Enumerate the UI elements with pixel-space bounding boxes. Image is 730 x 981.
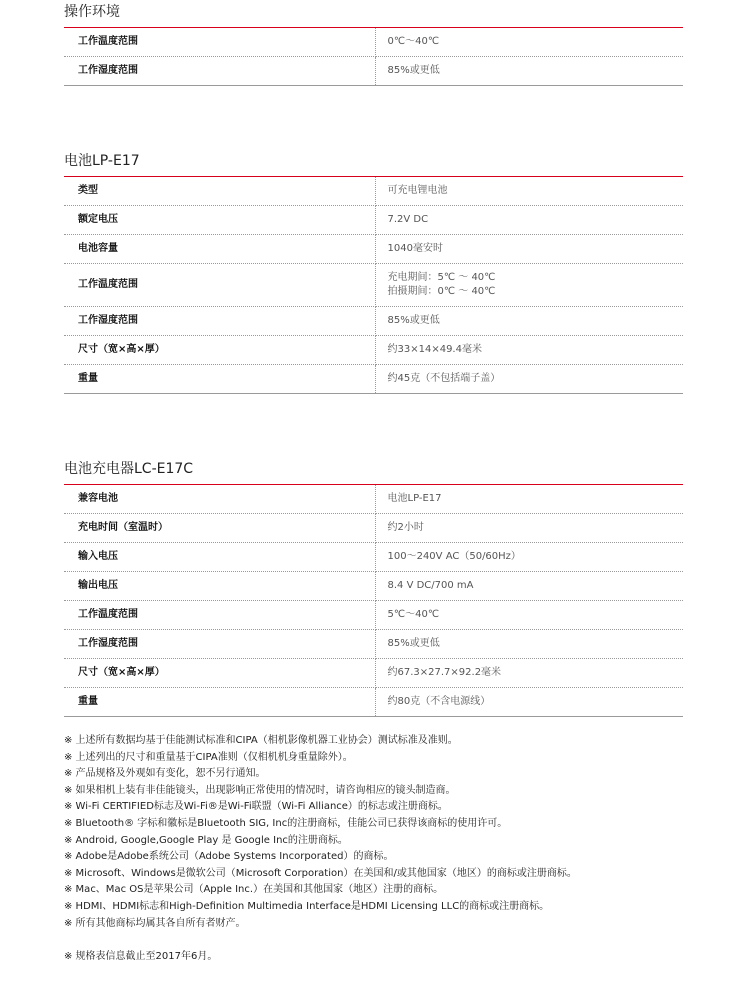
spec-value [375,572,683,601]
spec-value-line: 85%或更低 [387,315,440,326]
footnote: ※ HDMI、HDMI标志和High-Definition Multimedia Interface是HDMI Licensing LLC的商标或注册商标。 [64,900,550,912]
footnote: ※ 产品规格及外观如有变化，恕不另行通知。 [64,768,266,780]
spec-value [375,659,683,688]
spec-value [375,601,683,630]
spec-value-line: 1040毫安时 [387,243,443,254]
table-row [64,177,683,206]
spec-date-note: ※ 规格表信息截止至2017年6月。 [64,951,218,962]
spec-value [375,177,683,206]
table-row [64,485,683,514]
table-row [64,206,683,235]
footnotes [64,733,704,932]
spec-label: 重量 [64,688,375,717]
table-row [64,264,683,307]
table-row [64,572,683,601]
spec-value [375,307,683,336]
spec-value-line: 85%或更低 [387,638,440,649]
table-row [64,659,683,688]
spec-value [375,485,683,514]
spec-value [375,365,683,394]
spec-value [375,514,683,543]
spec-value-line: 电池LP-E17 [387,493,442,504]
spec-table [64,484,683,717]
table-row [64,601,683,630]
section-title: 操作环境 [64,4,120,20]
footnote: ※ Adobe是Adobe系统公司（Adobe Systems Incorporated）的商标。 [64,851,394,863]
section-title: 电池充电器LC-E17C [64,461,194,477]
table-row [64,235,683,264]
spec-value-line: 约67.3×27.7×92.2毫米 [387,667,502,678]
footnote: ※ 如果相机上装有非佳能镜头，出现影响正常使用的情况时，请咨询相应的镜头制造商。 [64,784,456,796]
spec-value [375,235,683,264]
spec-value [375,264,683,307]
spec-label: 工作湿度范围 [64,630,375,659]
footnote: ※ Bluetooth® 字标和徽标是Bluetooth SIG, Inc的注册商标，佳能公司已获得该商标的使用许可。 [64,817,508,829]
table-row [64,543,683,572]
spec-value [375,206,683,235]
spec-value-line: 0℃～40℃ [387,36,440,47]
spec-label: 工作温度范围 [64,264,375,307]
footnote: ※ Mac、Mac OS是苹果公司（Apple Inc.）在美国和其他国家（地区）注册的商标。 [64,884,444,896]
spec-value-line: 拍摄期间：0℃ ～ 40℃ [387,286,496,297]
spec-value-line: 约2小时 [387,522,424,533]
footnote: ※ Microsoft、Windows是微软公司（Microsoft Corporation）在美国和/或其他国家（地区）的商标或注册商标。 [64,867,577,879]
footnote: ※ Wi-Fi CERTIFIED标志及Wi-Fi®是Wi-Fi联盟（Wi-Fi Alliance）的标志或注册商标。 [64,801,448,813]
footnote: ※ 所有其他商标均属其各自所有者财产。 [64,917,246,929]
spec-value [375,543,683,572]
spec-label: 额定电压 [64,206,375,235]
section-charger-lc-e17c [64,460,683,717]
table-row [64,514,683,543]
table-row [64,57,683,86]
spec-value [375,630,683,659]
spec-label: 工作温度范围 [64,601,375,630]
footnote: ※ 上述所有数据均基于佳能测试标准和CIPA（相机影像机器工业协会）测试标准及准则。 [64,735,458,746]
table-row [64,307,683,336]
spec-label: 充电时间（室温时） [64,514,375,543]
spec-label: 工作湿度范围 [64,307,375,336]
spec-value-line: 可充电锂电池 [387,185,448,196]
section-battery-lp-e17 [64,152,683,394]
spec-table [64,27,683,86]
spec-label: 尺寸（宽×高×厚） [64,659,375,688]
spec-label: 尺寸（宽×高×厚） [64,336,375,365]
spec-label: 重量 [64,365,375,394]
spec-label: 输出电压 [64,572,375,601]
footnote: ※ 上述列出的尺寸和重量基于CIPA准则（仅相机机身重量除外）。 [64,751,353,763]
spec-value [375,336,683,365]
table-row [64,688,683,717]
spec-value-line: 7.2V DC [387,214,429,225]
spec-value [375,57,683,86]
spec-label: 类型 [64,177,375,206]
spec-value-line: 100～240V AC（50/60Hz） [387,551,521,562]
spec-label: 电池容量 [64,235,375,264]
spec-value-line: 充电期间：5℃ ～ 40℃ [387,272,496,283]
section-operating-environment [64,3,683,86]
table-row [64,28,683,57]
spec-value-line: 8.4 V DC/700 mA [387,580,474,591]
spec-value-line: 约45克（不包括端子盖） [387,373,501,384]
spec-value-line: 约80克（不含电源线） [387,696,491,707]
spec-value [375,28,683,57]
table-row [64,336,683,365]
table-row [64,630,683,659]
spec-value-line: 约33×14×49.4毫米 [387,344,482,355]
spec-value-line: 5℃～40℃ [387,609,440,620]
footnote: ※ Android, Google,Google Play 是 Google Inc的注册商标。 [64,834,348,846]
spec-label: 工作温度范围 [64,28,375,57]
table-row [64,365,683,394]
spec-label: 工作湿度范围 [64,57,375,86]
spec-label: 输入电压 [64,543,375,572]
section-title: 电池LP-E17 [64,153,140,169]
spec-table [64,176,683,394]
spec-label: 兼容电池 [64,485,375,514]
spec-value-line: 85%或更低 [387,65,440,76]
spec-value [375,688,683,717]
